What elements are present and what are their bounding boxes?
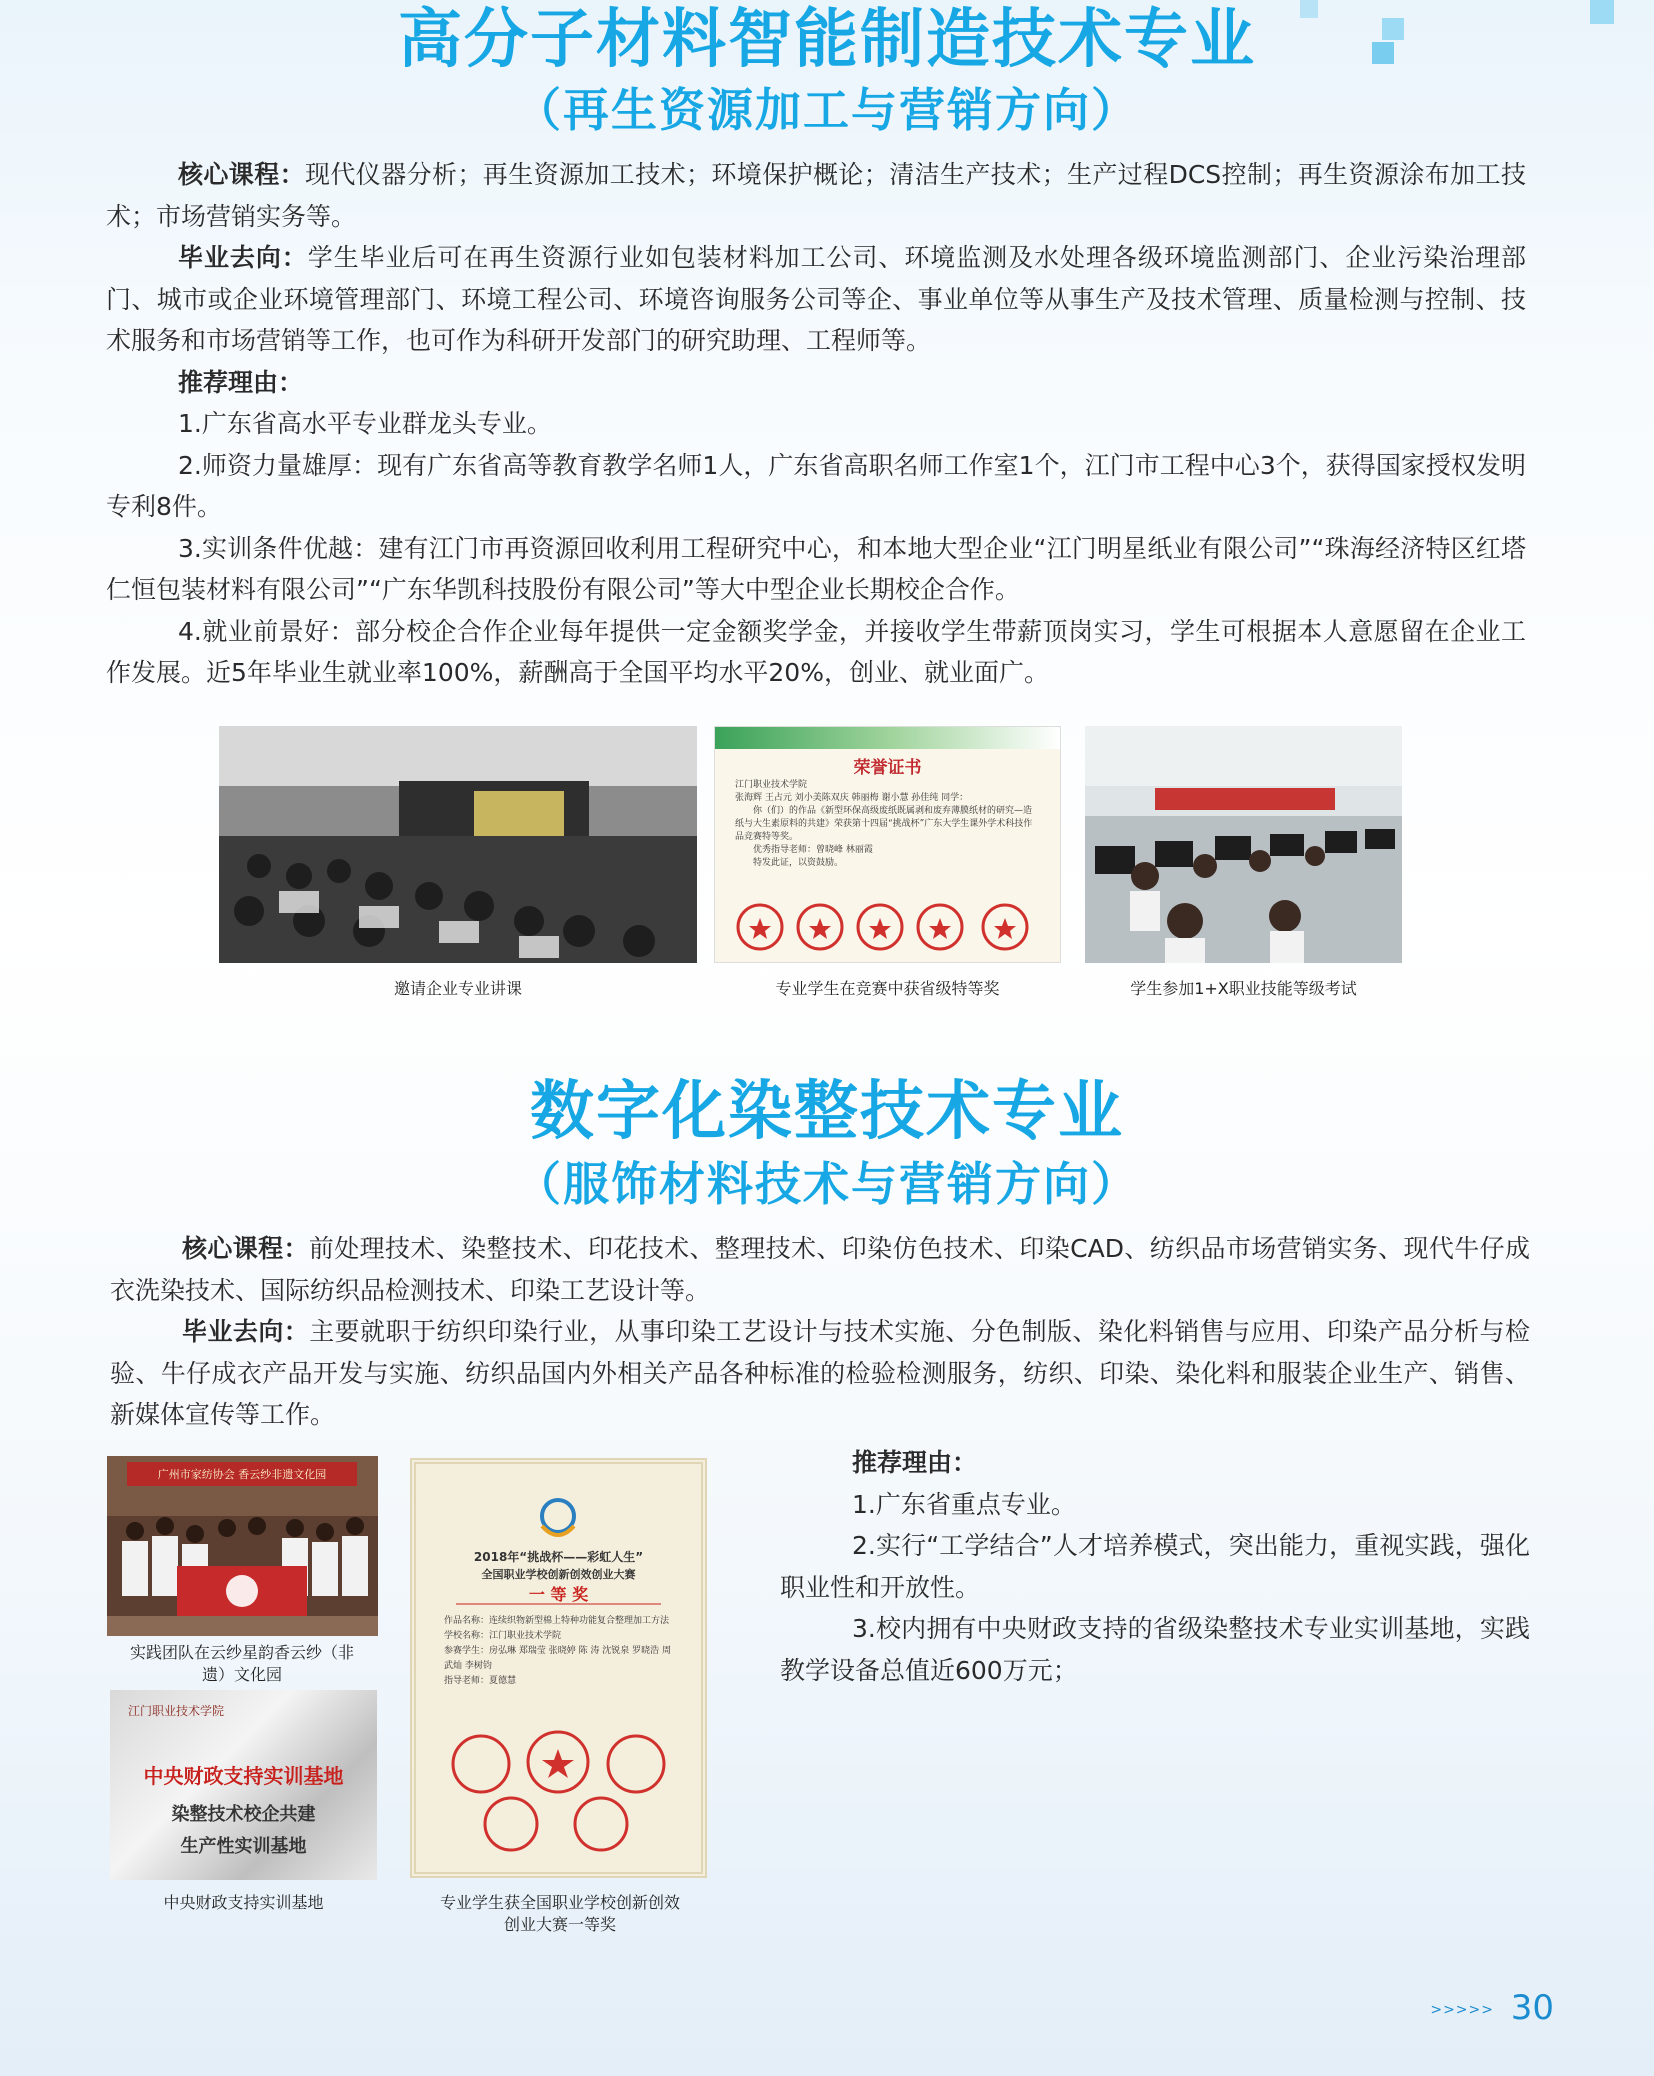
caption-lecture: 邀请企业专业讲课 (393, 979, 522, 998)
certificate-line: 优秀指导老师：曾晓峰 林丽霞 (753, 845, 873, 855)
certificate-line: 你（们）的作品《新型环保高级废纸既属剥和废弃薄膜纸材的研究—造纸与大生素原料的共建》荣获第十四届“挑战杯”广东大学生课外学术科技作品竞赛特等奖。 (735, 806, 1033, 842)
career-paragraph (110, 1311, 1530, 1436)
reason-item: 2.师资力量雄厚：现有广东省高等教育教学名师1人，广东省高职名师工作室1个，江门市工程中心3个，获得国家授权发明专利8件。 (106, 450, 1526, 521)
section1-body (106, 154, 1526, 694)
section2-body (110, 1228, 1530, 1436)
certificate-text (735, 779, 1040, 870)
section1-title: 高分子材料智能制造技术专业 (398, 3, 1256, 77)
reason-item: 2.实行“工学结合”人才培养模式，突出能力，重视实践，强化职业性和开放性。 (780, 1531, 1530, 1602)
exam-room-illustration (1085, 726, 1402, 963)
core-course-paragraph (106, 154, 1526, 237)
career-paragraph (106, 237, 1526, 362)
caption-exam: 学生参加1+X职业技能等级考试 (1130, 979, 1357, 998)
award-certificate (410, 1458, 707, 1878)
section2-reasons (780, 1442, 1530, 1691)
reason-item: 3.校内拥有中央财政支持的省级染整技术专业实训基地，实践教学设备总值近600万元； (780, 1614, 1530, 1685)
reasons-label: 推荐理由： (852, 1448, 978, 1477)
certificate-line: 江门职业技术学院 (735, 780, 808, 790)
caption-training-base: 中央财政支持实训基地 (163, 1893, 324, 1912)
reason-item: 4.就业前景好：部分校企合作企业每年提供一定金额奖学金，并接收学生带薪顶岗实习，学生可根据本人意愿留在企业工作发展。近5年毕业生就业率100%，薪酬高于全国平均水平20%，创业、就业面广。 (106, 616, 1526, 687)
plaque-line: 江门职业技术学院 (128, 1704, 225, 1718)
caption-award: 专业学生获全国职业学校创新创效创业大赛一等奖 (440, 1893, 681, 1934)
award-line: 指导老师：夏德慧 (444, 1676, 517, 1686)
award-line: 参赛学生：房弘琳 郑瑞莹 张晓婷 陈 涛 沈锐泉 罗晓浩 周武灿 李树钧 (444, 1646, 672, 1671)
career-label: 毕业去向： (182, 1317, 310, 1346)
award-line: 学校名称：江门职业技术学院 (444, 1631, 562, 1641)
section2-title: 数字化染整技术专业 (530, 1075, 1124, 1149)
team-illustration (107, 1456, 378, 1636)
reason-item: 1.广东省高水平专业群龙头专业。 (178, 409, 552, 438)
core-course-label: 核心课程： (178, 160, 305, 189)
section2-subtitle: （服饰材料技术与营销方向） (515, 1157, 1139, 1211)
reasons-label: 推荐理由： (178, 367, 304, 397)
page-number: 30 (1510, 1988, 1554, 2028)
award-line: 全国职业学校创新创效创业大赛 (481, 1568, 636, 1581)
plaque-line: 中央财政支持实训基地 (143, 1764, 344, 1788)
section1-subtitle: （再生资源加工与营销方向） (515, 83, 1139, 137)
career-label: 毕业去向： (178, 243, 308, 272)
plaque-line: 生产性实训基地 (180, 1836, 307, 1857)
reason-item: 1.广东省重点专业。 (852, 1489, 1076, 1519)
certificate-seals (715, 892, 1061, 962)
certificate-heading: 荣誉证书 (853, 758, 922, 778)
core-course-text: 前处理技术、染整技术、印花技术、整理技术、印染仿色技术、印染CAD、纺织品市场营销实务、现代牛仔成衣洗染技术、国际纺织品检测技术、印染工艺设计等。 (110, 1234, 1530, 1305)
certificate-line: 张海辉 王占元 刘小美陈双庆 韩丽梅 谢小慧 孙佳纯 同学： (735, 793, 969, 803)
banner-text: 广州市家纺协会 香云纱非遗文化园 (157, 1468, 327, 1481)
certificate-header-band (715, 727, 1060, 749)
caption-competition: 专业学生在竞赛中获省级特等奖 (775, 979, 1000, 998)
certificate-line: 特发此证，以资鼓励。 (753, 858, 844, 868)
career-text: 主要就职于纺织印染行业，从事印染工艺设计与技术实施、分色制版、染化料销售与应用、印染产品分析与检验、牛仔成衣产品开发与实施、纺织品国内外相关产品各种标准的检验检测服务，纺织、印染、染化料和服装企业生产、销售、新媒体宣传等工作。 (110, 1317, 1530, 1429)
team-photo (107, 1456, 378, 1636)
award-line: 一 等 奖 (528, 1585, 589, 1604)
reason-item: 3.实训条件优越：建有江门市再资源回收利用工程研究中心，和本地大型企业“江门明星纸业有限公司”“珠海经济特区红塔仁恒包装材料有限公司”“广东华凯科技股份有限公司”等大中型企业长期校企合作。 (106, 533, 1526, 604)
core-course-label: 核心课程： (182, 1234, 309, 1263)
core-course-paragraph (110, 1228, 1530, 1311)
career-text: 学生毕业后可在再生资源行业如包装材料加工公司、环境监测及水处理各级环境监测部门、企业污染治理部门、城市或企业环境管理部门、环境工程公司、环境咨询服务公司等企、事业单位等从事生产及技术管理、质量检测与控制、技术服务和市场营销等工作，也可作为科研开发部门的研究助理、工程师等。 (106, 243, 1526, 355)
caption-team: 实践团队在云纱星韵香云纱（非遗）文化园 (129, 1643, 354, 1684)
plaque-line: 染整技术校企共建 (171, 1804, 316, 1825)
award-line: 2018年“挑战杯——彩虹人生” (473, 1550, 644, 1564)
training-base-plaque (110, 1690, 377, 1880)
lecture-illustration (219, 726, 697, 963)
honor-certificate (714, 726, 1061, 963)
page-arrows: >>>>> (1430, 2002, 1494, 2018)
exam-room-photo (1085, 726, 1402, 963)
lecture-photo (219, 726, 697, 963)
core-course-text: 现代仪器分析；再生资源加工技术；环境保护概论；清洁生产技术；生产过程DCS控制；再生资源涂布加工技术；市场营销实务等。 (106, 160, 1526, 231)
award-line: 作品名称：连续织物新型棉上特种功能复合整理加工方法 (444, 1616, 670, 1626)
award-details (444, 1614, 676, 1689)
